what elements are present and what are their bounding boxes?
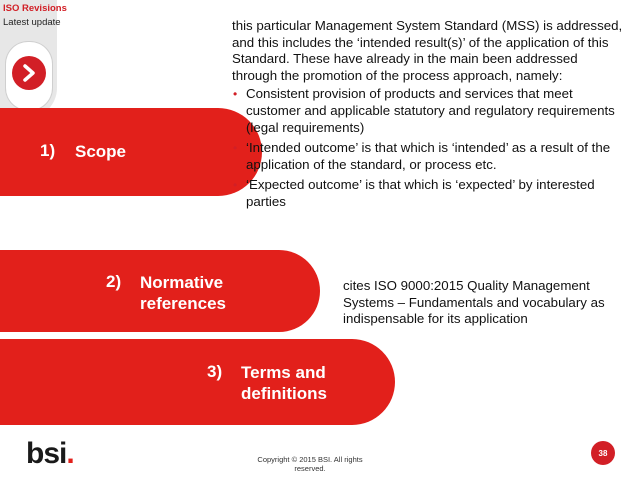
copyright-notice: Copyright © 2015 BSI. All rights reserved.	[257, 455, 363, 473]
section-normative-references	[0, 250, 320, 332]
section-number: 2)	[106, 272, 122, 291]
section-label-line1: Terms and	[241, 363, 326, 382]
badge-subtitle: Latest update	[3, 17, 61, 28]
badge-arrow-button[interactable]	[6, 42, 52, 110]
section-label	[241, 362, 327, 404]
list-item: • Consistent provision of products and services that meet customer and applicable statutory and regulatory requirements (legal requirements)	[233, 86, 615, 135]
page-number-badge: 38	[591, 441, 615, 465]
bsi-logo: bsi.	[26, 437, 74, 470]
section-label: Scope	[75, 142, 127, 161]
bullet-icon: •	[233, 87, 238, 102]
iso-revisions-badge	[0, 0, 67, 118]
section-number: 1)	[40, 141, 56, 160]
badge-title: ISO Revisions	[3, 3, 67, 14]
list-item: • ‘Expected outcome’ is that which is ‘expected’ by interested parties	[233, 177, 595, 209]
scope-description	[232, 18, 624, 215]
section-label	[140, 272, 226, 314]
bullet-icon: •	[233, 178, 238, 193]
normative-description: cites ISO 9000:2015 Quality Management Systems – Fundamentals and vocabulary as indispensable for its application	[343, 278, 605, 327]
section-terms-definitions	[0, 339, 395, 425]
scope-bullet-list	[232, 86, 624, 210]
chevron-right-icon	[12, 56, 46, 90]
bullet-icon: •	[233, 141, 238, 156]
section-label-line2: definitions	[241, 384, 327, 403]
section-scope	[0, 108, 262, 196]
scope-intro: this particular Management System Standard (MSS) is addressed, and this includes the ‘intended result(s)’ of the application of this Standard. These have already in the main been addressed through the promotion of the process approach, namely:	[232, 18, 623, 83]
section-label-line2: references	[140, 294, 227, 313]
list-item: • ‘Intended outcome’ is that which is ‘intended’ as a result of the application of the standard, or process etc.	[233, 140, 611, 172]
section-number: 3)	[207, 362, 223, 381]
section-label-line1: Normative	[140, 273, 224, 292]
